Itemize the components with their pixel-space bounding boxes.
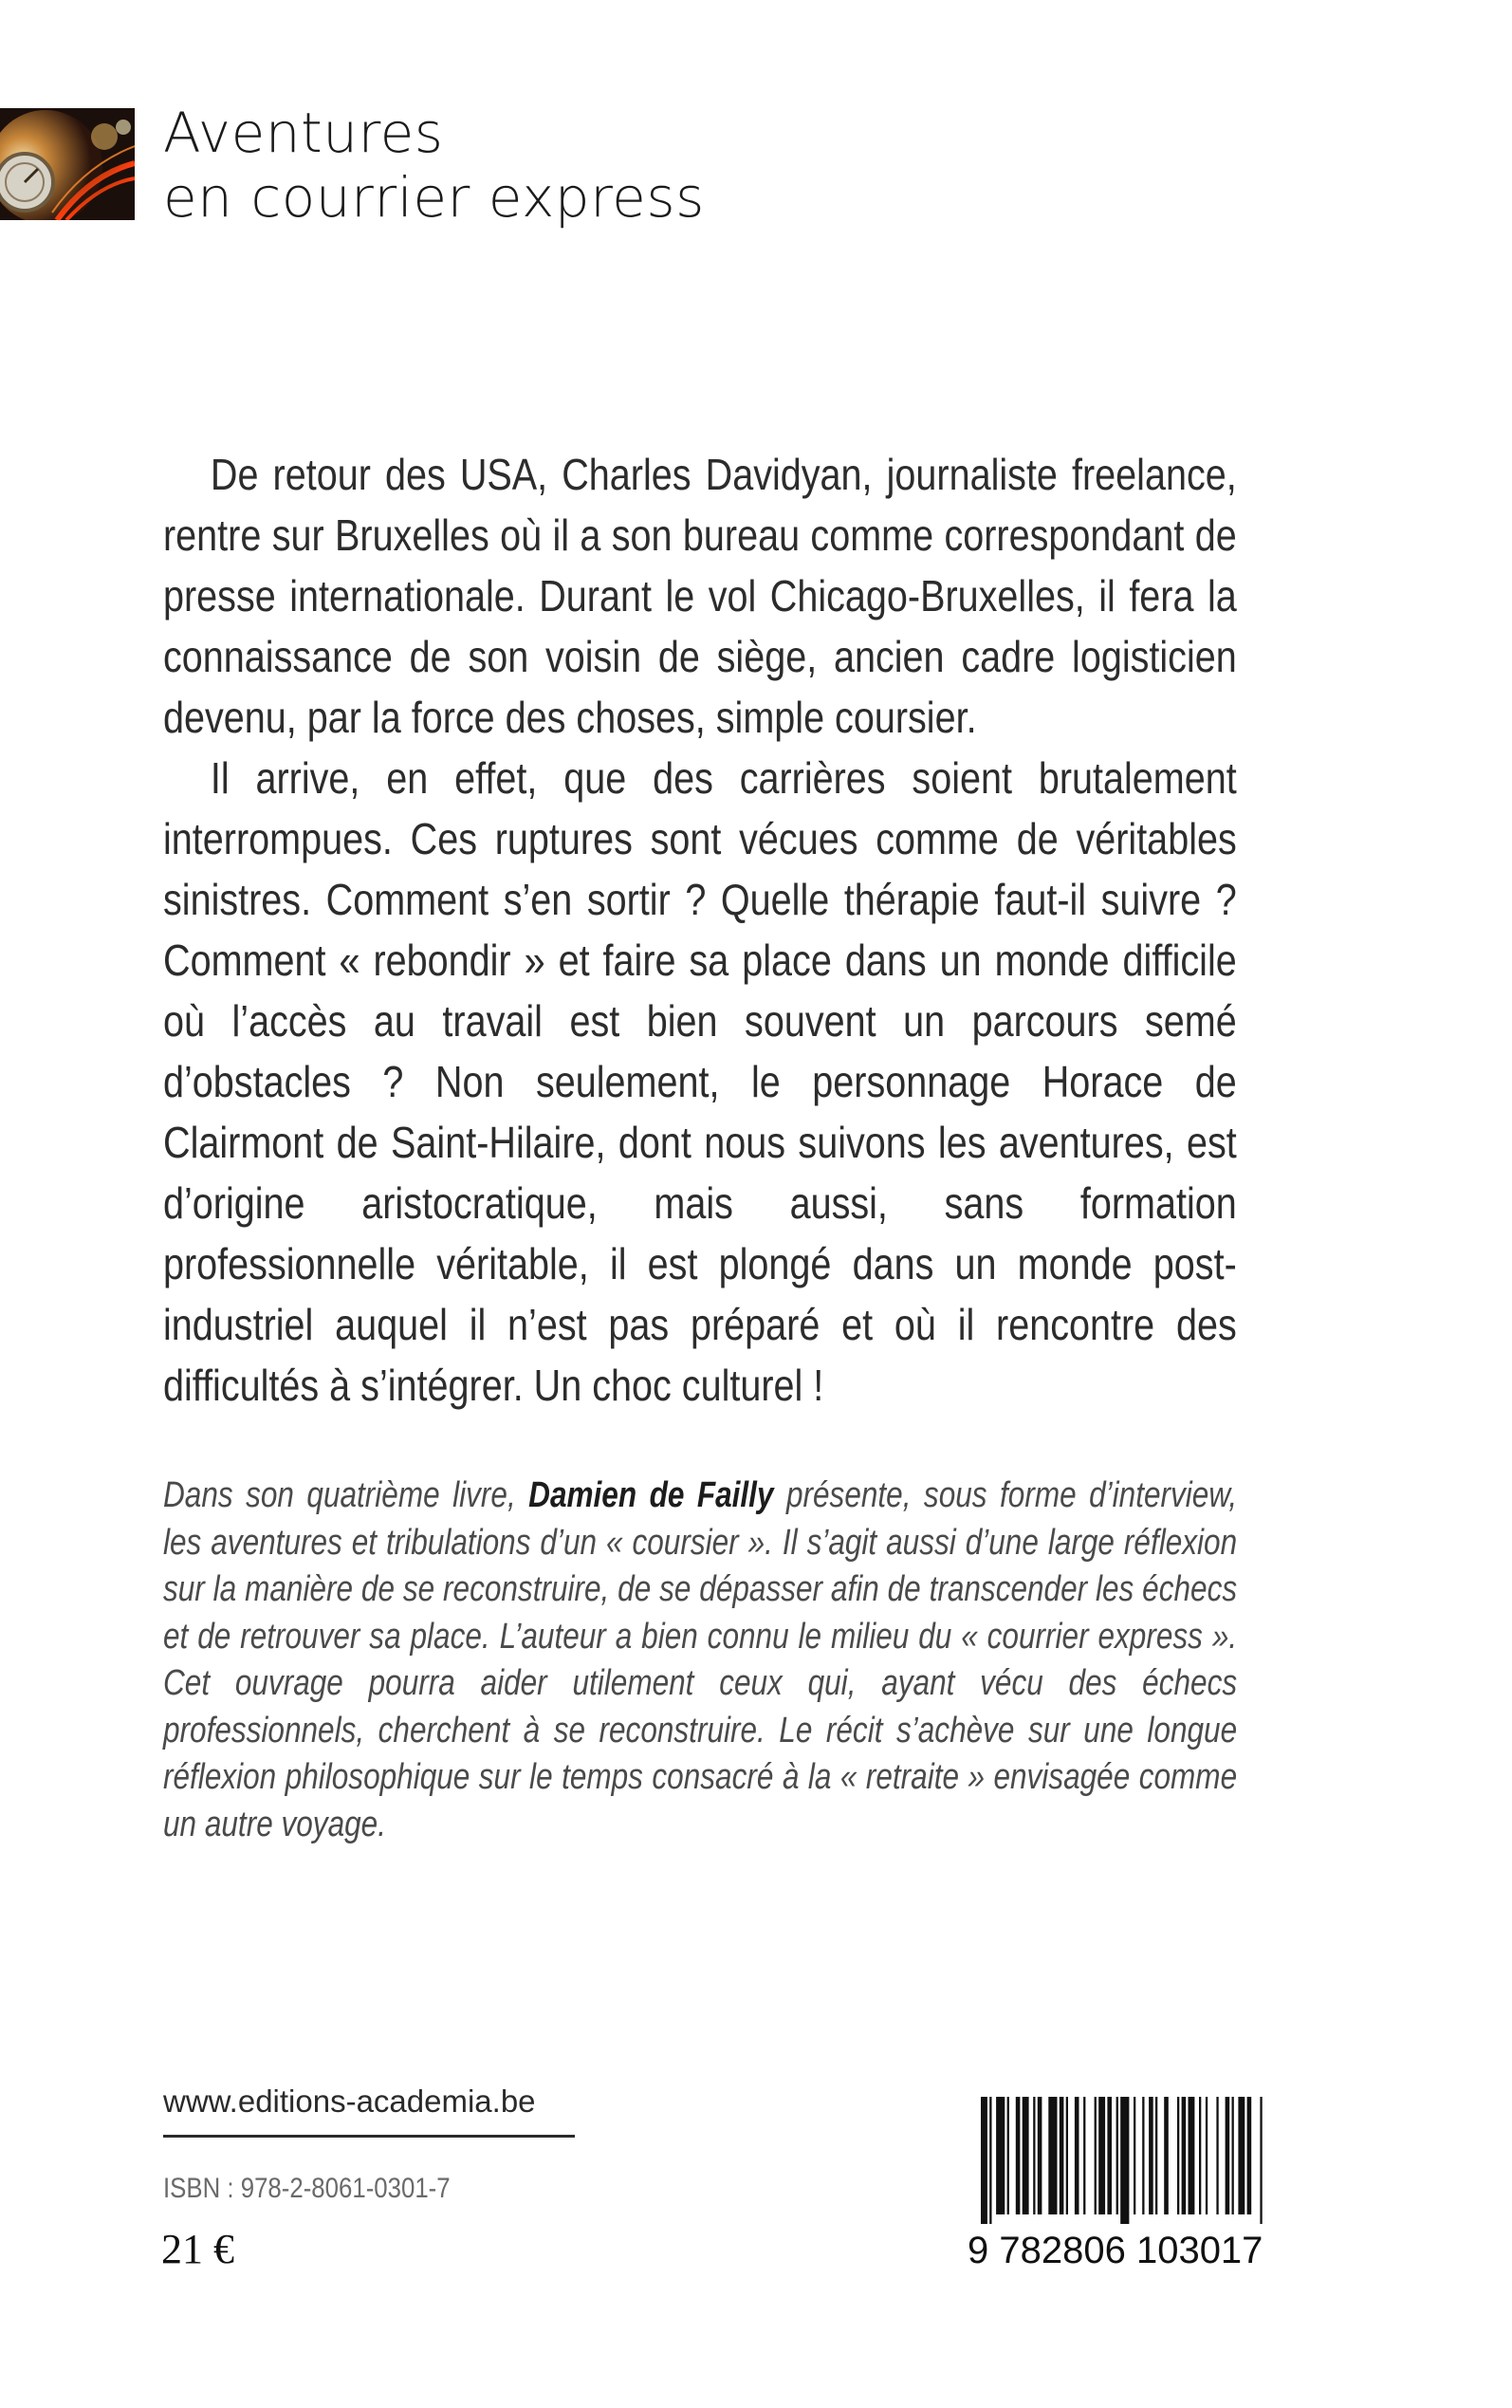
synopsis-paragraph-1: De retour des USA, Charles Davidyan, journaliste freelance, rentre sur Bruxelles où il a son bureau comme correspondant de presse internationale. Durant le vol Chicago-Bruxelles, il fera la connaissance de son voisin de siège, ancien cadre logisticien devenu, par la force des choses, simple coursier. — [163, 450, 1237, 742]
barcode-bar — [1206, 2097, 1208, 2214]
barcode-bar — [1155, 2097, 1157, 2214]
barcode-bar — [1048, 2097, 1057, 2214]
barcode-bar — [1023, 2097, 1029, 2214]
barcode-bar — [1038, 2097, 1042, 2214]
publisher-website[interactable]: www.editions-academia.be — [163, 2084, 536, 2119]
barcode-bar — [1016, 2097, 1021, 2214]
price: 21 € — [161, 2226, 234, 2272]
book-title-line2: en courrier express — [163, 165, 705, 230]
barcode-bar — [1120, 2097, 1129, 2224]
barcode — [968, 2097, 1322, 2277]
barcode-bar — [1007, 2097, 1009, 2214]
barcode-bar — [1199, 2097, 1201, 2214]
barcode-bar — [1134, 2097, 1135, 2214]
barcode-bar — [1098, 2097, 1105, 2214]
blurb-intro: Dans son quatrième livre, — [163, 1475, 529, 1515]
barcode-bar — [1164, 2097, 1169, 2214]
barcode-bar — [1232, 2097, 1234, 2214]
book-title — [163, 101, 705, 230]
website-underline — [163, 2135, 575, 2138]
barcode-bar — [1149, 2097, 1153, 2214]
book-title-line1: Aventures — [163, 101, 444, 165]
barcode-bar — [1142, 2097, 1144, 2214]
barcode-bar — [981, 2097, 987, 2224]
barcode-bar — [1095, 2097, 1097, 2214]
barcode-bar — [1260, 2097, 1262, 2224]
author-name: Damien de Failly — [528, 1475, 774, 1515]
barcode-bar — [1033, 2097, 1035, 2214]
isbn-number: ISBN : 978-2-8061-0301-7 — [163, 2173, 451, 2204]
barcode-bar — [996, 2097, 1005, 2214]
barcode-bar — [1075, 2097, 1079, 2214]
blurb-text: présente, sous forme d’interview, les aventures et tribulations d’un « coursier ». Il s’agit aussi d’une large réflexion sur la manière de se reconstruire, de se dépasser afin de transcender les échecs et de retrouver sa place. L’auteur a bien connu le milieu du « courrier express ». Cet ouvrage pourra aider utilement ceux qui, ayant vécu des échecs professionnels, cherchent à se reconstruire. Le récit s’achève sur une longue réflexion philosophique sur le temps consacré à la « retraite » envisagée comme un autre voyage. — [163, 1475, 1238, 1844]
barcode-bar — [1060, 2097, 1064, 2214]
barcode-bars — [968, 2097, 1322, 2230]
author-blurb — [163, 1473, 1237, 1848]
synopsis — [163, 444, 1237, 1416]
barcode-bar — [1182, 2097, 1187, 2214]
barcode-bar — [1226, 2097, 1230, 2214]
barcode-bar — [989, 2097, 991, 2224]
barcode-bar — [1238, 2097, 1245, 2214]
barcode-digits: 9 782806 103017 — [968, 2230, 1263, 2271]
cover-thumbnail — [0, 108, 135, 220]
barcode-bar — [1066, 2097, 1068, 2214]
speedometer-image — [0, 108, 135, 220]
barcode-bar — [1177, 2097, 1179, 2214]
barcode-bar — [1247, 2097, 1252, 2214]
barcode-bar — [1216, 2097, 1218, 2214]
barcode-bar — [1107, 2097, 1112, 2214]
barcode-bar — [1083, 2097, 1085, 2214]
synopsis-paragraph-2: Il arrive, en effet, que des carrières soient brutalement interrompues. Ces ruptures sont vécues comme de véritables sinistres. Comment s’en sortir ? Quelle thérapie faut-il suivre ? Comment « rebondir » et faire sa place dans un monde difficile où l’accès au travail est bien souvent un parcours semé d’obstacles ? Non seulement, le personnage Horace de Clairmont de Saint-Hilaire, dont nous suivons les aventures, est d’origine aristocratique, mais aussi, sans formation professionnelle véritable, il est plongé dans un monde post-industriel auquel il n’est pas préparé et où il rencontre des difficultés à s’intégrer. Un choc culturel ! — [163, 753, 1237, 1410]
barcode-bar — [1189, 2097, 1195, 2214]
barcode-bar — [1116, 2097, 1118, 2214]
